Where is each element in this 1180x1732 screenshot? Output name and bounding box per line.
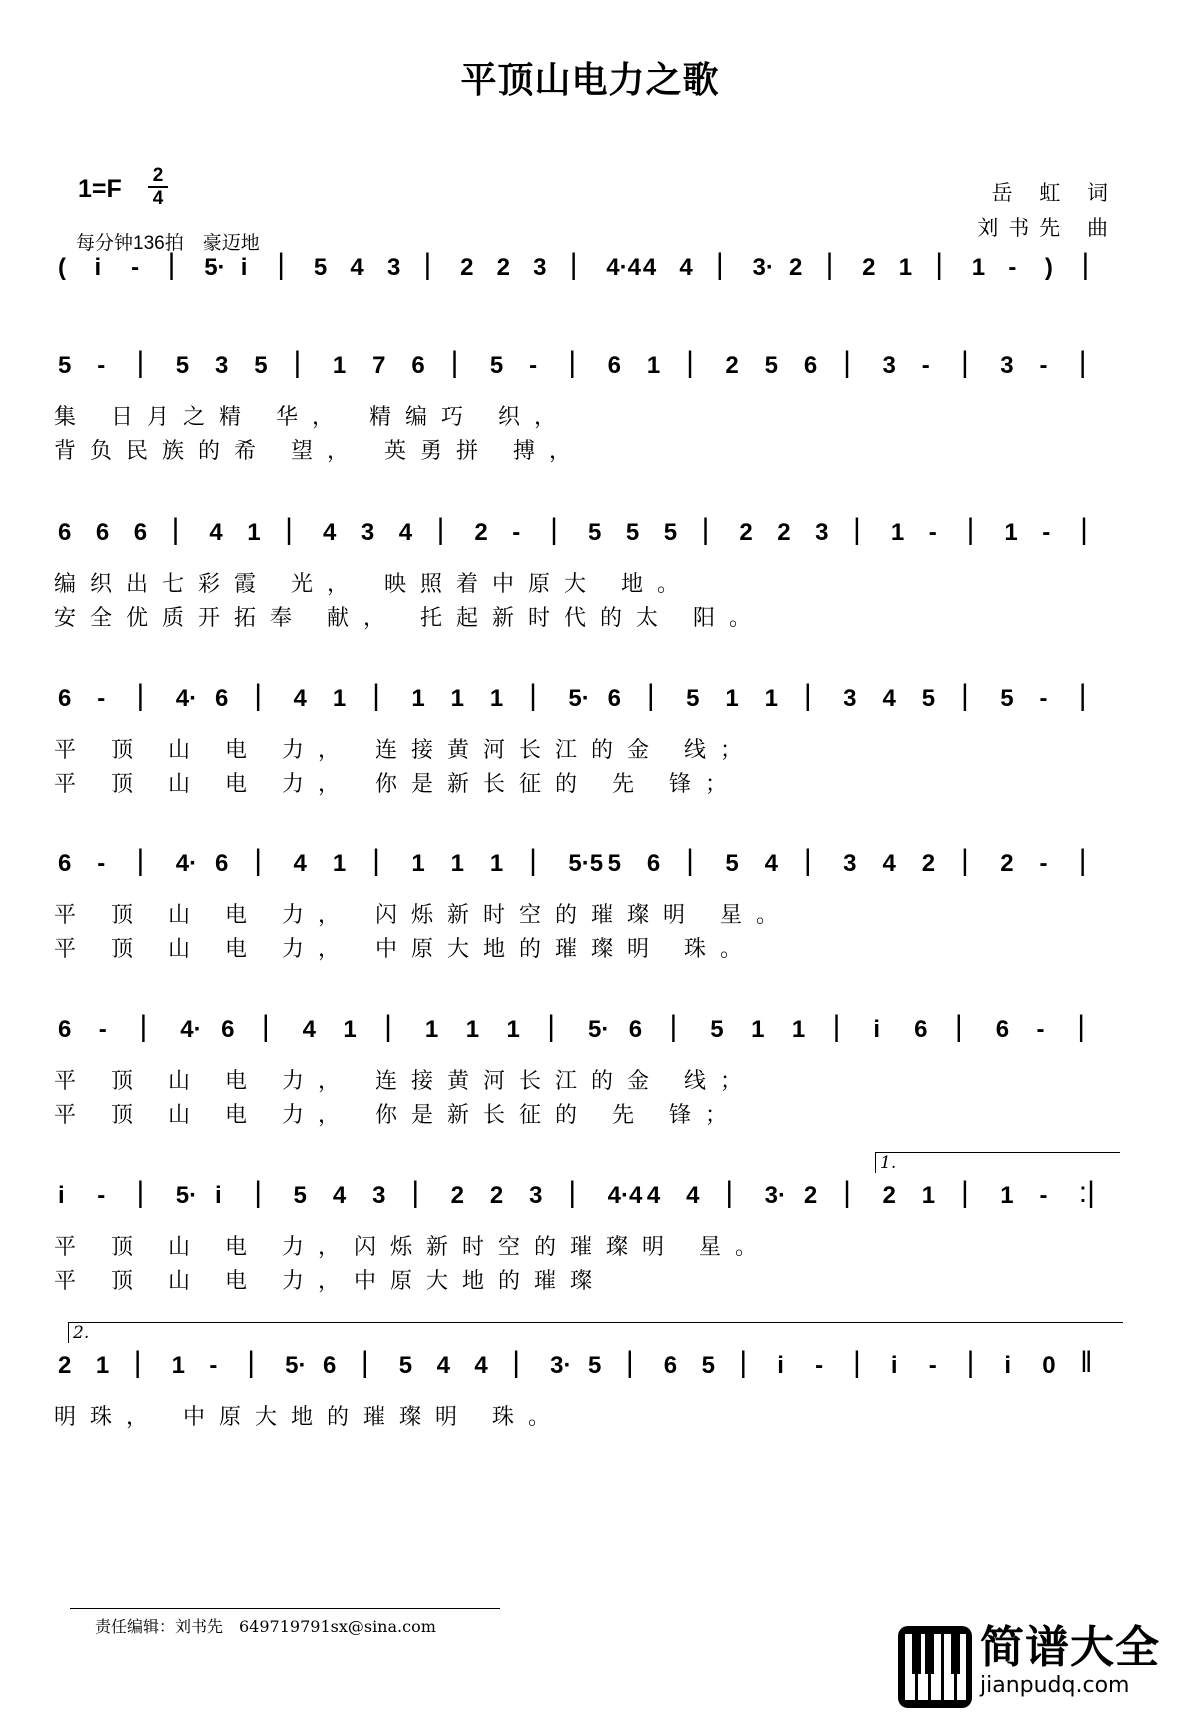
note: 2 <box>725 352 739 379</box>
barline: | <box>254 679 263 712</box>
note: 4 <box>332 1182 347 1209</box>
barline: | <box>411 1176 420 1209</box>
barline: | <box>423 248 432 281</box>
note: 3 <box>529 1182 543 1209</box>
note: i <box>240 254 248 281</box>
note: 5· <box>588 1016 610 1043</box>
note: 5 <box>313 254 328 281</box>
lyric-line: 平 顶 山 电 力， 中原大地的璀璨明 珠。 <box>54 937 756 962</box>
note: 6 <box>58 850 72 877</box>
note: 7 <box>372 352 386 379</box>
barline: | <box>1078 679 1087 712</box>
volta-bracket: 2. <box>68 1322 1123 1343</box>
note: 6 <box>58 519 72 546</box>
key-signature: 1=F <box>78 175 122 203</box>
note: 6 <box>58 1016 72 1043</box>
barline: | <box>372 679 380 712</box>
note: 5 <box>607 850 621 877</box>
barline: | <box>568 1176 577 1209</box>
note: 1 <box>424 1016 439 1043</box>
note: 2 <box>1000 850 1014 877</box>
note: - <box>1008 254 1017 281</box>
barline: | <box>512 1346 521 1379</box>
note: i <box>215 1182 222 1209</box>
barline: | <box>832 1010 841 1043</box>
barline: | <box>247 1346 256 1379</box>
notation-line <box>0 844 1180 888</box>
note: 5 <box>398 1352 413 1379</box>
lyric-line: 明珠， 中原大地的璀璨明 珠。 <box>54 1405 564 1430</box>
barline: | <box>843 346 851 379</box>
notation-line <box>0 1010 1180 1054</box>
barline: | <box>825 248 834 281</box>
note: 4 <box>642 254 657 281</box>
note: 4 <box>646 1182 661 1209</box>
volta-bracket: 1. <box>875 1152 1120 1173</box>
note: 6 <box>215 685 229 712</box>
note: 5 <box>686 685 700 712</box>
note: - <box>97 850 106 877</box>
note: - <box>815 1352 824 1379</box>
note: - <box>97 1182 106 1209</box>
lyric-line: 集 日月之精 华， 精编巧 织， <box>54 405 570 430</box>
note: 2 <box>58 1352 72 1379</box>
barline: | <box>372 844 380 877</box>
note: 6 <box>995 1016 1010 1043</box>
note: 2 <box>862 254 876 281</box>
note: 3 <box>843 685 857 712</box>
barline: | <box>966 1346 975 1379</box>
note: 3 <box>215 352 229 379</box>
note: - <box>1039 1182 1048 1209</box>
barline: | <box>436 513 445 546</box>
note: - <box>98 1016 107 1043</box>
note: 1 <box>646 352 661 379</box>
note: 2 <box>739 519 753 546</box>
note: 5 <box>1000 685 1014 712</box>
barline: | <box>686 844 694 877</box>
note: 4 <box>293 685 307 712</box>
note: 1 <box>411 685 425 712</box>
note: 6 <box>914 1016 928 1043</box>
barline: | <box>803 844 812 877</box>
note: - <box>97 685 106 712</box>
note: - <box>1042 519 1051 546</box>
note: 5 <box>175 352 190 379</box>
footer-rule <box>70 1608 500 1609</box>
barline: | <box>1080 513 1088 546</box>
note: 6 <box>215 850 229 877</box>
barline: | <box>136 844 145 877</box>
barline: | <box>1081 248 1090 281</box>
lyricist-credit: 岳 虹 词 <box>991 181 1118 205</box>
logo-url: jianpudq.com <box>980 1673 1130 1698</box>
note: 5 <box>489 352 504 379</box>
note: 1 <box>332 352 347 379</box>
note: 6 <box>803 352 818 379</box>
note: 1 <box>247 519 261 546</box>
note: 1 <box>95 1352 110 1379</box>
lyric-line: 平 顶 山 电 力， 连接黄河长江的金 线； <box>54 738 756 763</box>
note: i <box>1004 1352 1012 1379</box>
note: 3 <box>843 850 857 877</box>
note: ( <box>58 254 66 281</box>
notation-line <box>0 346 1180 390</box>
barline: | <box>285 513 293 546</box>
notation-line <box>0 679 1180 723</box>
barline: | <box>261 1010 270 1043</box>
barline: | <box>384 1010 392 1043</box>
note: 5·5 <box>568 850 604 877</box>
song-title: 平顶山电力之歌 <box>460 59 720 101</box>
note: 1 <box>343 1016 357 1043</box>
site-logo <box>896 1624 1160 1710</box>
barline: | <box>529 844 537 877</box>
barline: | <box>133 1346 142 1379</box>
note: 3· <box>764 1182 786 1209</box>
note: 4 <box>764 850 779 877</box>
note: - <box>1039 850 1048 877</box>
barline: | <box>171 513 180 546</box>
note: 6 <box>628 1016 643 1043</box>
note: 1 <box>465 1016 480 1043</box>
note: 3· <box>752 254 774 281</box>
barline: | <box>960 679 969 712</box>
note: 4 <box>882 685 896 712</box>
note: 6 <box>607 352 621 379</box>
barline: | <box>715 248 724 281</box>
barline: | <box>966 513 975 546</box>
barline: | <box>547 1010 556 1043</box>
barline: | <box>954 1010 963 1043</box>
barline: | <box>1078 844 1087 877</box>
note: 1 <box>898 254 913 281</box>
note: 4· <box>175 850 198 877</box>
note: 5 <box>58 352 72 379</box>
barline: | <box>136 679 145 712</box>
lyric-line: 平 顶 山 电 力， 闪烁新时空的璀璨明 星。 <box>54 903 792 928</box>
note: 4 <box>398 519 413 546</box>
note: 1 <box>450 850 464 877</box>
barline: | <box>935 248 944 281</box>
note: 3 <box>360 519 375 546</box>
lyric-line: 背负民族的希 望， 英勇拼 搏， <box>54 439 585 464</box>
notation-line <box>0 1346 1180 1390</box>
note: 5· <box>285 1352 307 1379</box>
note: 6 <box>95 519 110 546</box>
piano-icon <box>896 1624 974 1710</box>
note: 5 <box>725 850 739 877</box>
note: 5 <box>710 1016 724 1043</box>
note: 0 <box>1042 1352 1056 1379</box>
note: - <box>529 352 538 379</box>
note: 6 <box>58 685 72 712</box>
lyric-line: 平 顶 山 电 力，闪烁新时空的璀璨明 星。 <box>54 1235 771 1260</box>
barline: | <box>139 1010 148 1043</box>
barline: | <box>277 248 286 281</box>
note: 3 <box>882 352 896 379</box>
note: 2 <box>882 1182 896 1209</box>
note: 3 <box>533 254 547 281</box>
note: 4 <box>679 254 693 281</box>
note: i <box>890 1352 898 1379</box>
note: 5 <box>625 519 640 546</box>
barline: | <box>254 1176 263 1209</box>
note: 3 <box>815 519 829 546</box>
note: - <box>1039 685 1048 712</box>
lyric-line: 安全优质开拓奉 献， 托起新时代的太 阳。 <box>54 606 765 631</box>
barline: | <box>136 346 145 379</box>
note: - <box>209 1352 218 1379</box>
notation-line <box>0 1176 1180 1220</box>
note: 1 <box>506 1016 520 1043</box>
note: 2 <box>474 519 488 546</box>
note: 1 <box>791 1016 806 1043</box>
note: 6 <box>646 850 661 877</box>
note: 5 <box>588 519 602 546</box>
note: 4 <box>686 1182 700 1209</box>
note: 5 <box>588 1352 602 1379</box>
barline: | <box>293 346 302 379</box>
barline: | <box>136 1176 145 1209</box>
barline: | <box>568 346 577 379</box>
barline: | <box>725 1176 734 1209</box>
note: 1 <box>921 1182 936 1209</box>
barline: | <box>625 1346 634 1379</box>
barline: | <box>843 1176 851 1209</box>
barline: | <box>669 1010 678 1043</box>
note: 6 <box>323 1352 337 1379</box>
note: 1 <box>450 685 464 712</box>
note: i <box>873 1016 881 1043</box>
note: 4· <box>175 685 198 712</box>
barline: | <box>803 679 812 712</box>
note: 4 <box>209 519 223 546</box>
note: 2 <box>450 1182 464 1209</box>
note: i <box>777 1352 784 1379</box>
note: - <box>131 254 140 281</box>
note: 2 <box>460 254 474 281</box>
note: 4 <box>293 850 307 877</box>
note: 4 <box>474 1352 488 1379</box>
note: 1 <box>332 685 347 712</box>
note: 2 <box>789 254 803 281</box>
note: 6 <box>221 1016 235 1043</box>
barline: | <box>701 513 710 546</box>
note: 2 <box>777 519 791 546</box>
barline: | <box>360 1346 369 1379</box>
note: 4·4 <box>606 254 641 281</box>
note: - <box>928 519 937 546</box>
logo-text: 简谱大全 <box>980 1622 1160 1673</box>
note: 1 <box>171 1352 185 1379</box>
note: - <box>928 1352 937 1379</box>
note: 3 <box>372 1182 386 1209</box>
note: 4 <box>323 519 337 546</box>
barline: | <box>646 679 655 712</box>
barline: | <box>1078 346 1087 379</box>
note: 5 <box>293 1182 307 1209</box>
lyric-line: 平 顶 山 电 力， 连接黄河长江的金 线； <box>54 1069 756 1094</box>
note: 1 <box>411 850 425 877</box>
note: 5· <box>568 685 590 712</box>
note: 6 <box>411 352 425 379</box>
note: 6 <box>133 519 148 546</box>
note: 2 <box>803 1182 818 1209</box>
note: - <box>921 352 930 379</box>
note: 4 <box>350 254 364 281</box>
note: 3· <box>550 1352 572 1379</box>
barline: | <box>450 346 459 379</box>
note: i <box>58 1182 65 1209</box>
note: 5· <box>204 254 226 281</box>
note: 1 <box>1000 1182 1014 1209</box>
note: 2 <box>921 850 936 877</box>
lyric-line: 平 顶 山 电 力， 你是新长征的 先 锋； <box>54 1103 741 1128</box>
note: 4·4 <box>607 1182 643 1209</box>
barline: | <box>1077 1010 1086 1043</box>
barline: | <box>960 346 969 379</box>
note: i <box>94 254 102 281</box>
note: 4 <box>436 1352 450 1379</box>
note: 1 <box>1004 519 1018 546</box>
note: 5 <box>254 352 268 379</box>
lyric-line: 平 顶 山 电 力， 你是新长征的 先 锋； <box>54 772 741 797</box>
barline: | <box>569 248 578 281</box>
note: 1 <box>764 685 779 712</box>
note: 2 <box>496 254 510 281</box>
barline: | <box>853 513 861 546</box>
note: - <box>1036 1016 1045 1043</box>
time-signature <box>148 166 168 208</box>
note: 6 <box>663 1352 678 1379</box>
tempo-marking: 每分钟136拍 豪迈地 <box>76 233 260 254</box>
note: 4 <box>882 850 896 877</box>
note: 6 <box>607 685 621 712</box>
lyric-line: 编织出七彩霞 光， 映照着中原大 地。 <box>54 572 693 597</box>
barline: | <box>167 248 176 281</box>
note: 4 <box>302 1016 316 1043</box>
note: 3 <box>386 254 401 281</box>
note: - <box>1039 352 1048 379</box>
note: 2 <box>489 1182 504 1209</box>
note: 1 <box>725 685 739 712</box>
note: 5 <box>701 1352 715 1379</box>
note: 1 <box>332 850 347 877</box>
barline: | <box>853 1346 861 1379</box>
note: 1 <box>971 254 986 281</box>
note: 4· <box>180 1016 202 1043</box>
note: ) <box>1044 254 1053 281</box>
barline: | <box>686 346 694 379</box>
lyric-line: 平 顶 山 电 力，中原大地的璀璨 <box>54 1269 606 1294</box>
composer-credit: 刘书先 曲 <box>977 216 1118 240</box>
barline: | <box>960 1176 969 1209</box>
notation-line <box>0 248 1180 292</box>
note: 1 <box>751 1016 765 1043</box>
note: - <box>512 519 521 546</box>
note: 1 <box>890 519 905 546</box>
barline: | <box>254 844 263 877</box>
barline: :| <box>1078 1176 1095 1209</box>
notation-line <box>0 513 1180 557</box>
barline: | <box>960 844 969 877</box>
note: - <box>97 352 106 379</box>
note: 5 <box>663 519 678 546</box>
note: 5· <box>175 1182 198 1209</box>
barline: | <box>739 1346 748 1379</box>
footer-editor: 责任编辑：刘书先 649719791sx@sina.com <box>95 1617 436 1636</box>
barline: ‖ <box>1080 1346 1093 1379</box>
barline: | <box>550 513 558 546</box>
note: 1 <box>489 685 504 712</box>
note: 5 <box>764 352 779 379</box>
time-top: 2 <box>152 165 164 186</box>
barline: | <box>529 679 537 712</box>
note: 5 <box>921 685 936 712</box>
note: 3 <box>1000 352 1014 379</box>
note: 1 <box>489 850 504 877</box>
time-bottom: 4 <box>152 188 164 209</box>
